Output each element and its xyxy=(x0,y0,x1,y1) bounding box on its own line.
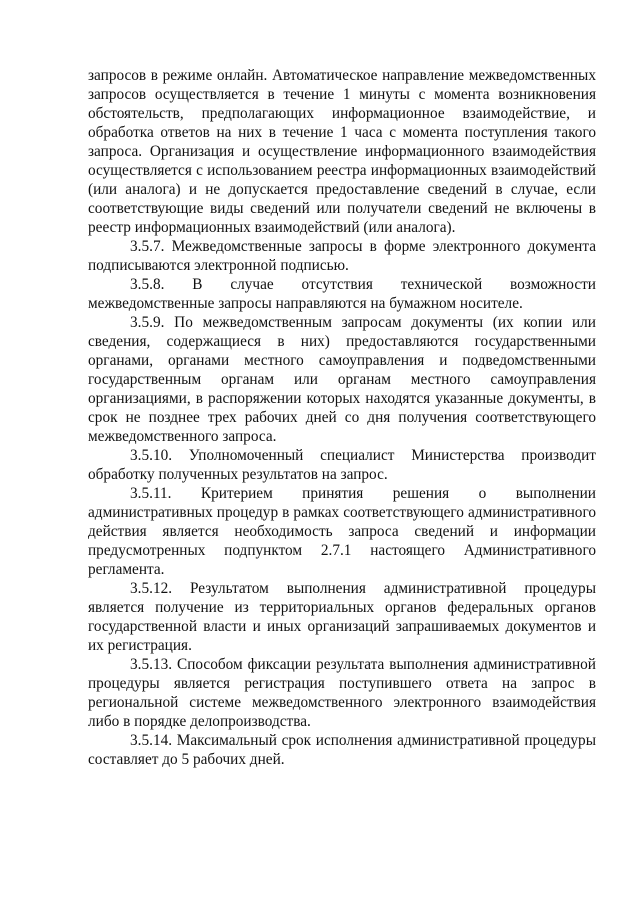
document-page xyxy=(88,66,596,769)
paragraph-3-5-12: 3.5.12. Результатом выполнения административной процедуры является получение из территориальных органов федеральных органов государственной власти и иных организаций запрашиваемых документов и их регистрация. xyxy=(88,580,596,654)
paragraph-3-5-7: 3.5.7. Межведомственные запросы в форме электронного документа подписываются электронной подписью. xyxy=(88,238,596,274)
paragraph-continuation: запросов в режиме онлайн. Автоматическое направление межведомственных запросов осуществляется в течение 1 минуты с момента возникновения обстоятельств, предполагающих информационное взаимодействие, и обработка ответов на них в течение 1 часа с момента поступления такого запроса. Организация и осуществление информационного взаимодействия осуществляется с использованием реестра информационных взаимодействий (или аналога) и не допускается предоставление сведений в случае, если соответствующие виды сведений или получатели сведений не включены в реестр информационных взаимодействий (или аналога). xyxy=(88,67,596,236)
paragraph-3-5-9: 3.5.9. По межведомственным запросам документы (их копии или сведения, содержащиеся в них) предоставляются государственными органами, органами местного самоуправления и подведомственными государственным органам или органам местного самоуправления организациями, в распоряжении которых находятся указанные документы, в срок не позднее трех рабочих дней со дня получения соответствующего межведомственного запроса. xyxy=(88,314,596,445)
paragraph-3-5-11: 3.5.11. Критерием принятия решения о выполнении административных процедур в рамках соответствующего административного действия является необходимость запроса сведений и информации предусмотренных подпунктом 2.7.1 настоящего Административного регламента. xyxy=(88,485,596,578)
paragraph-3-5-13: 3.5.13. Способом фиксации результата выполнения административной процедуры является регистрация поступившего ответа на запрос в региональной системе межведомственного электронного взаимодействия либо в порядке делопроизводства. xyxy=(88,656,596,730)
paragraph-3-5-8: 3.5.8. В случае отсутствия технической возможности межведомственные запросы направляются на бумажном носителе. xyxy=(88,276,596,312)
paragraph-3-5-14: 3.5.14. Максимальный срок исполнения административной процедуры составляет до 5 рабочих дней. xyxy=(88,732,596,768)
paragraph-3-5-10: 3.5.10. Уполномоченный специалист Министерства производит обработку полученных результатов на запрос. xyxy=(88,447,596,483)
